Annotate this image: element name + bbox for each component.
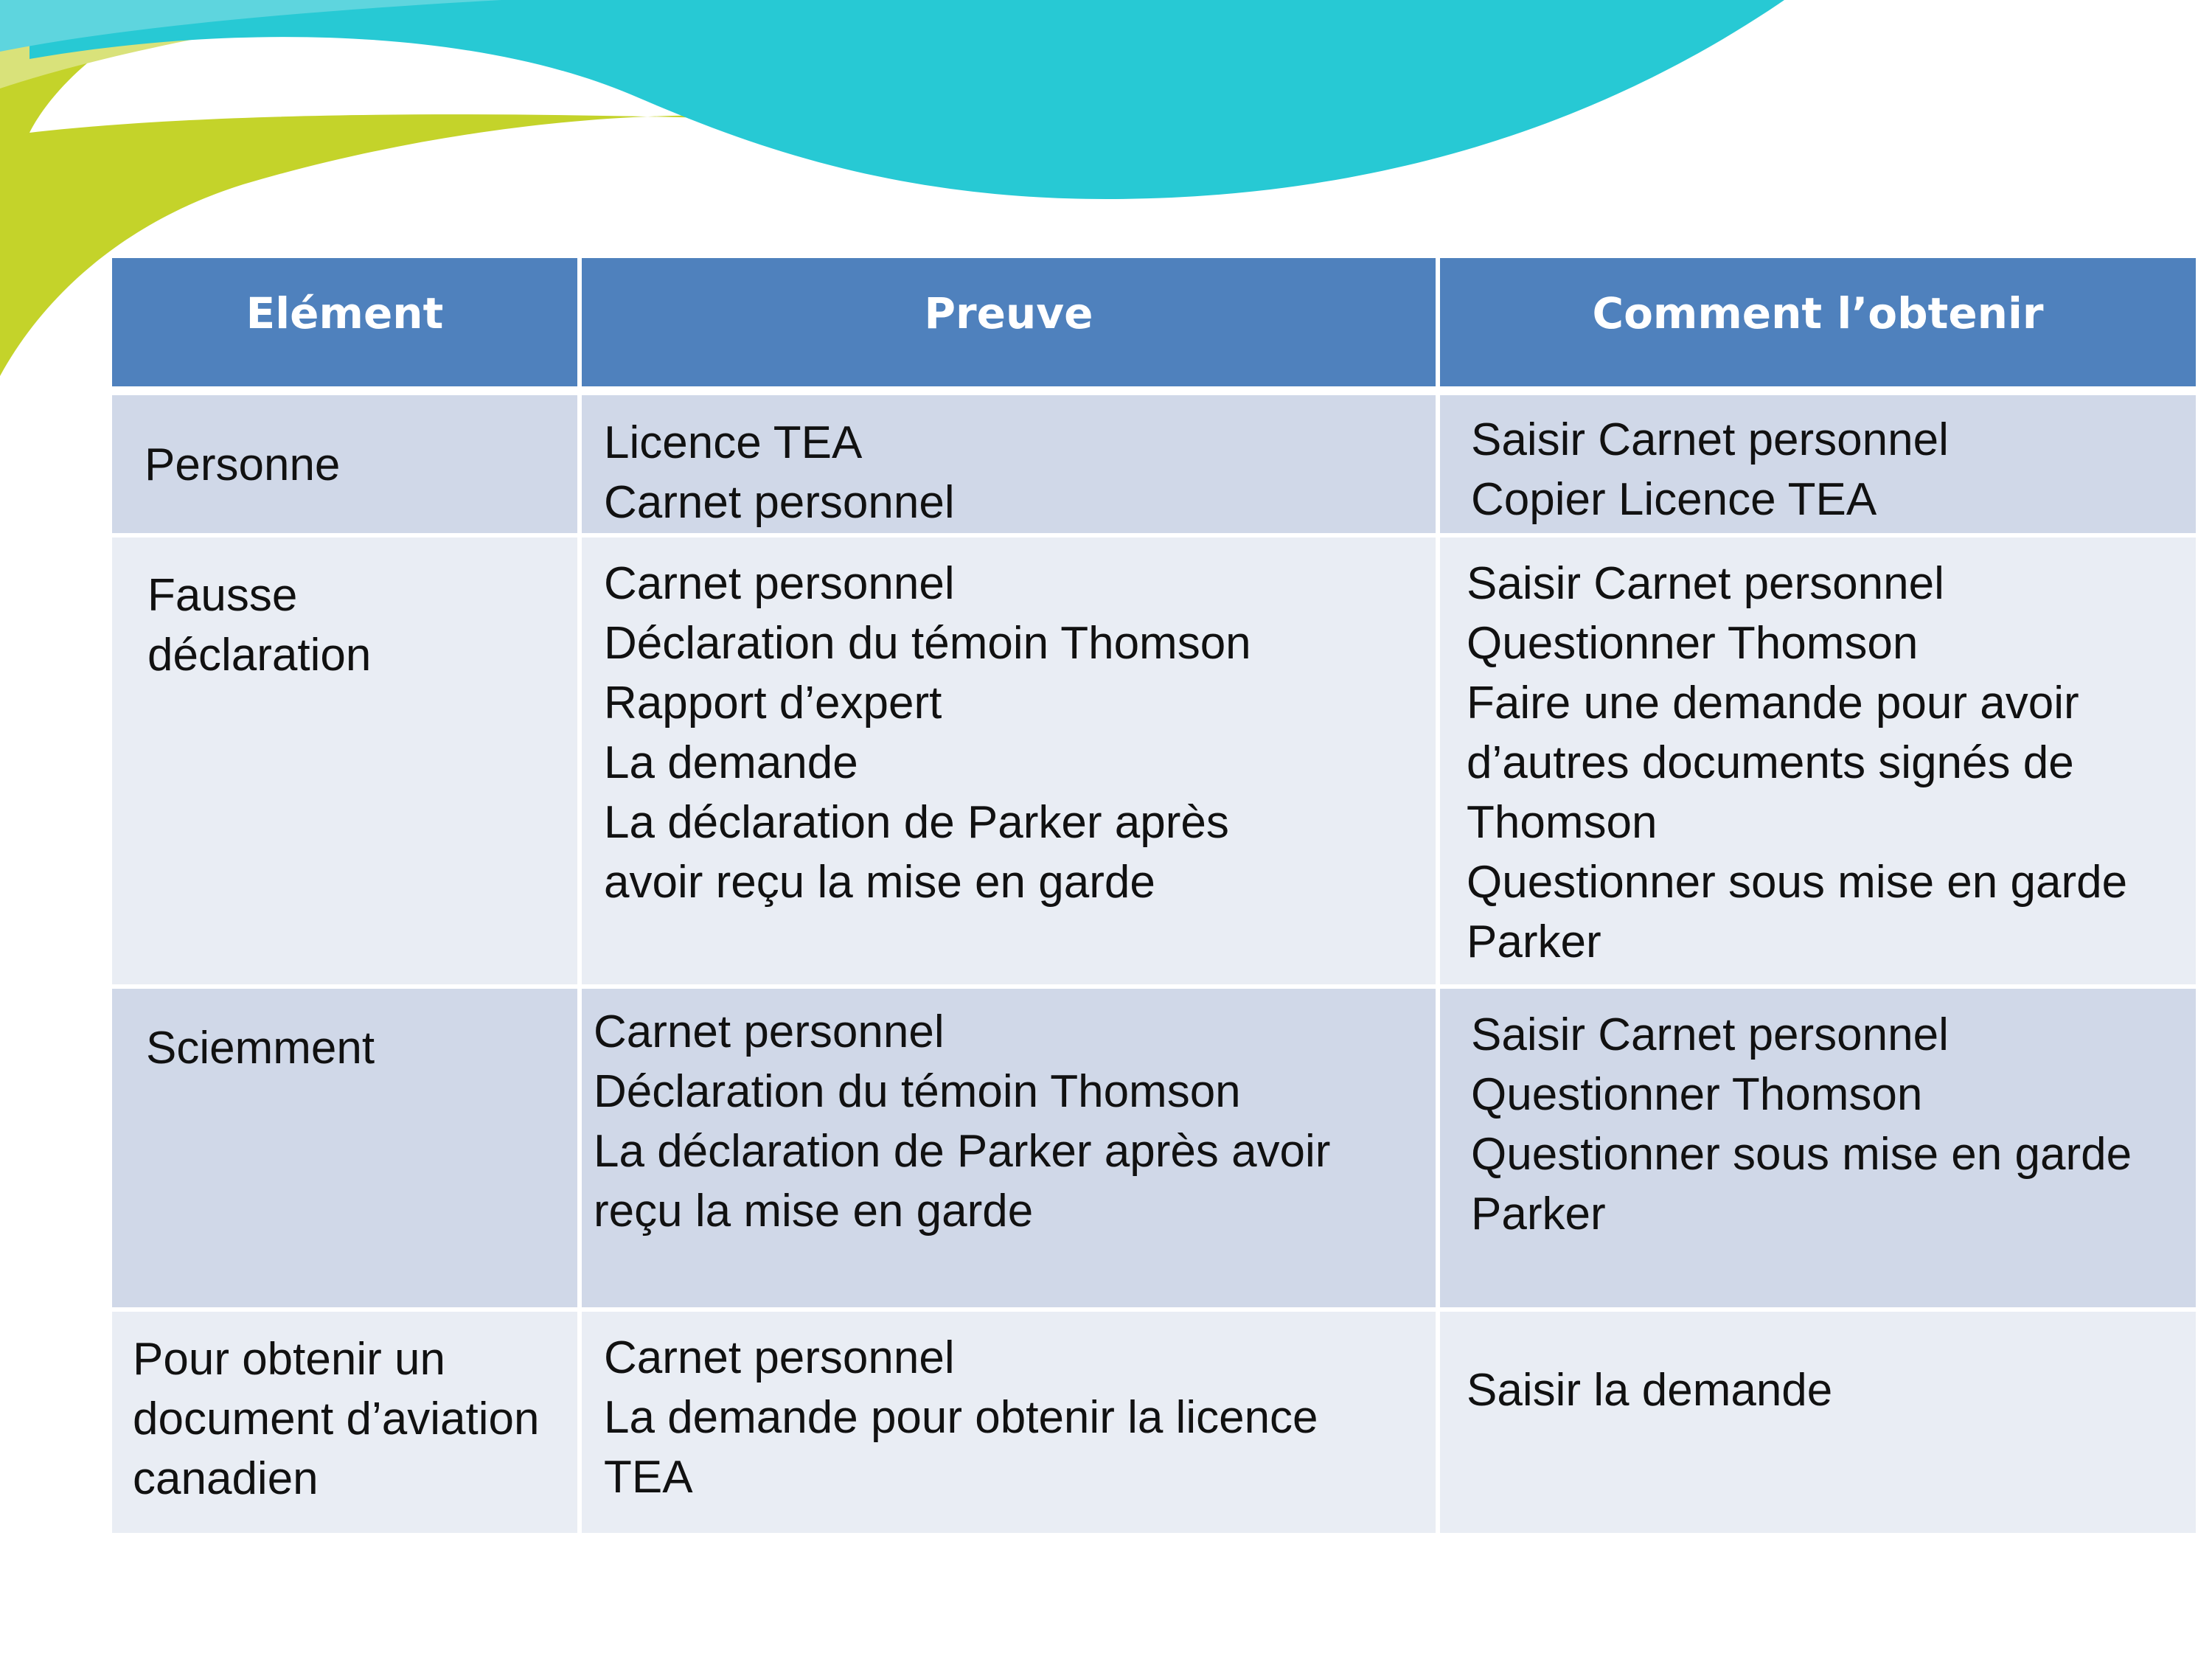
element-cell: [112, 535, 580, 987]
obtenir-text: Saisir Carnet personnel Copier Licence TEA: [1471, 414, 1949, 525]
table-row: [112, 535, 2196, 987]
table-header-row: [112, 258, 2196, 391]
obtenir-text: Saisir la demande: [1467, 1365, 1833, 1416]
column-header-obtenir: Comment l’obtenir: [1438, 258, 2196, 391]
element-cell: [112, 391, 580, 535]
obtenir-cell: [1438, 987, 2196, 1310]
preuve-cell: [580, 391, 1438, 535]
preuve-cell: [580, 1310, 1438, 1535]
element-cell: [112, 987, 580, 1310]
preuve-text: Licence TEA Carnet personnel: [604, 417, 955, 528]
element-cell: [112, 1310, 580, 1535]
element-text: Pour obtenir un document d’aviation canadien: [133, 1334, 540, 1504]
obtenir-cell: [1438, 391, 2196, 535]
obtenir-text: Saisir Carnet personnel Questionner Thomson Faire une demande pour avoir d’autres documents signés de Thomson Questionner sous mise en garde Parker: [1467, 558, 2128, 967]
column-header-element: Elément: [112, 258, 580, 391]
preuve-cell: [580, 535, 1438, 987]
evidence-table: [112, 258, 2196, 1537]
column-header-preuve: Preuve: [580, 258, 1438, 391]
table-row: [112, 987, 2196, 1310]
obtenir-cell: [1438, 1310, 2196, 1535]
preuve-cell: [580, 987, 1438, 1310]
table-row: [112, 1310, 2196, 1535]
table-row: [112, 391, 2196, 535]
preuve-text: Carnet personnel Déclaration du témoin Thomson La déclaration de Parker après avoir reçu la mise en garde: [594, 1006, 1331, 1237]
obtenir-text: Saisir Carnet personnel Questionner Thomson Questionner sous mise en garde Parker: [1471, 1009, 2132, 1239]
preuve-text: Carnet personnel Déclaration du témoin Thomson Rapport d’expert La demande La déclaration de Parker après avoir reçu la mise en garde: [604, 558, 1251, 908]
preuve-text: Carnet personnel La demande pour obtenir la licence TEA: [604, 1332, 1318, 1503]
element-text: Personne: [145, 439, 341, 490]
element-text: Fausse déclaration: [147, 570, 372, 681]
element-text: Sciemment: [146, 1023, 375, 1074]
obtenir-cell: [1438, 535, 2196, 987]
